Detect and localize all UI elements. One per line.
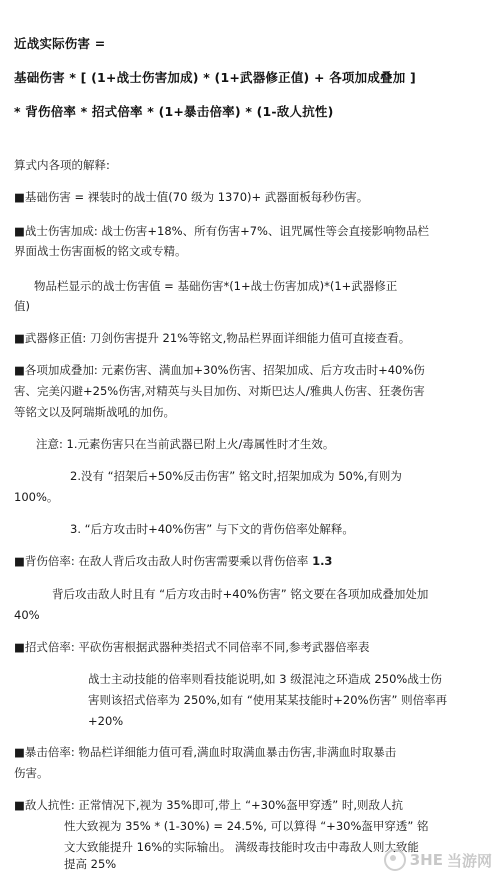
enemy-resist-line-4: 提高 25% [64,857,117,871]
note-3: 3. “后方攻击时+40%伤害” 与下文的背伤倍率处解释。 [70,522,354,536]
note-2-line-1: 2.没有 “招架后+50%反击伤害” 铭文时,招架加成为 50%,有则为 [70,469,402,483]
formula-line-1: 近战实际伤害 = [14,36,106,51]
intro-text: 算式内各项的解释: [14,158,110,172]
watermark-logo-text: 3HE [409,851,443,869]
formula-line-3: * 背伤倍率 * 招式倍率 * (1+暴击倍率) * (1-敌人抗性) [14,104,334,119]
panel-formula-line-2: 值) [14,299,30,313]
move-multiplier-text: ■招式倍率: 平砍伤害根据武器种类招式不同倍率不同,参考武器倍率表 [14,640,370,654]
warrior-bonus-line-2: 界面战士伤害面板的铭文或专精。 [14,244,187,258]
stack-bonus-line-2: 害、完美闪避+25%伤害,对精英与头目加伤、对斯巴达人/雅典人伤害、狂袭伤害 [14,384,425,398]
back-multiplier-line-3: 40% [14,608,40,622]
enemy-resist-line-1: ■敌人抗性: 正常情况下,视为 35%即可,带上 “+30%盔甲穿透” 时,则敌人抗 [14,798,403,812]
base-damage-text: ■基础伤害 = 裸装时的战士值(70 级为 1370)+ 武器面板每秒伤害。 [14,190,369,204]
crit-multiplier-line-2: 伤害。 [14,766,49,780]
skill-multiplier-line-2: 害则该招式倍率为 250%,如有 “使用某某技能时+20%伤害” 则倍率再 [88,693,448,707]
stack-bonus-line-3: 等铭文以及阿瑞斯战吼的加伤。 [14,405,175,419]
skill-multiplier-line-1: 战士主动技能的倍率则看技能说明,如 3 级混沌之环造成 250%战士伤 [88,672,442,686]
back-multiplier-value: 1.3 [312,554,333,568]
warrior-bonus-line-1: ■战士伤害加成: 战士伤害+18%、所有伤害+7%、诅咒属性等会直接影响物品栏 [14,224,429,238]
back-multiplier-line-1 [14,550,332,572]
watermark-site-name: 当游网 [446,851,492,870]
back-multiplier-desc: ■背伤倍率: 在敌人背后攻击敌人时伤害需要乘以背伤倍率 [14,554,309,568]
site-watermark [384,849,492,871]
formula-line-2: 基础伤害 * [ (1+战士伤害加成) * (1+武器修正值) + 各项加成叠加 ] [14,70,416,85]
watermark-logo-icon [384,849,406,871]
stack-bonus-line-1: ■各项加成叠加: 元素伤害、满血加+30%伤害、招架加成、后方攻击时+40%伤 [14,363,425,377]
crit-multiplier-line-1: ■暴击倍率: 物品栏详细能力值可看,满血时取满血暴击伤害,非满血时取暴击 [14,745,397,759]
note-2-line-2: 100%。 [14,490,59,504]
enemy-resist-line-3: 文大致能提升 16%的实际输出。 满级毒技能时攻击中毒敌人则大致能 [64,840,419,854]
note-1: 注意: 1.元素伤害只在当前武器已附上火/毒属性时才生效。 [36,437,335,451]
enemy-resist-line-2: 性大致视为 35% * (1-30%) = 24.5%, 可以算得 “+30%盔甲穿透” 铭 [64,819,429,833]
back-multiplier-line-2: 背后攻击敌人时且有 “后方攻击时+40%伤害” 铭文要在各项加成叠加处加 [52,587,429,601]
skill-multiplier-line-3: +20% [88,714,124,728]
weapon-modifier-text: ■武器修正值: 刀剑伤害提升 21%等铭文,物品栏界面详细能力值可直接查看。 [14,331,411,345]
panel-formula-line-1: 物品栏显示的战士伤害值 = 基础伤害*(1+战士伤害加成)*(1+武器修正 [34,279,398,293]
